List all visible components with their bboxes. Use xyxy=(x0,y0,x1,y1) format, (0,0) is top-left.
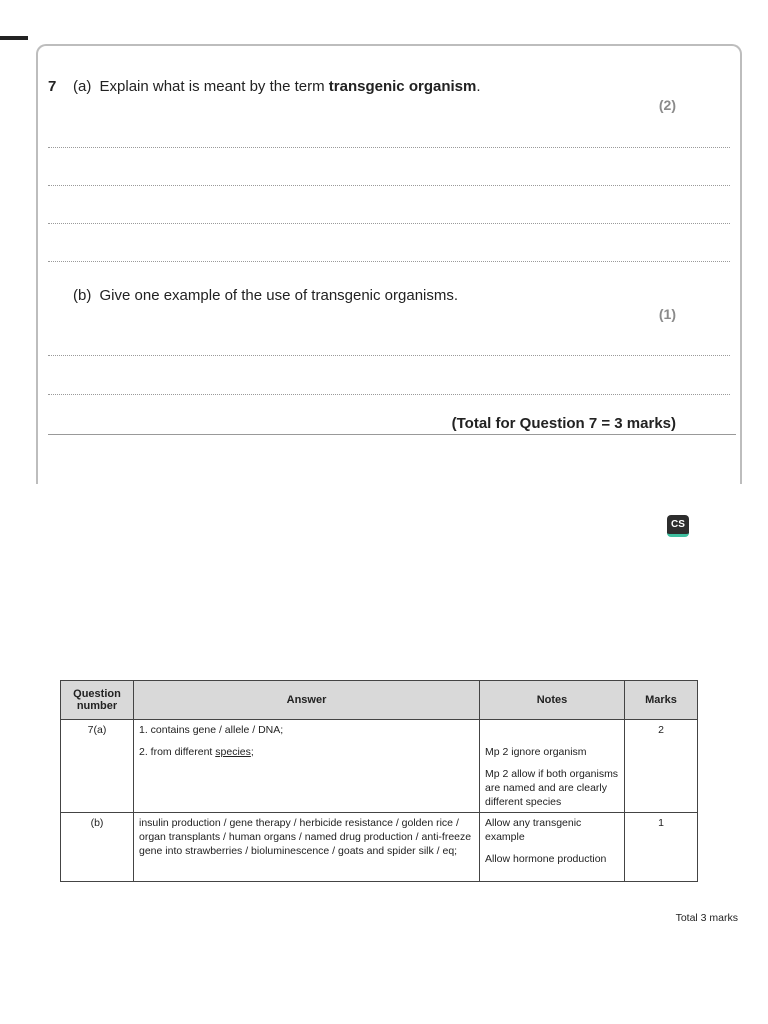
header-marks: Marks xyxy=(625,681,698,720)
question-number: 7 xyxy=(48,78,57,95)
camscanner-logo-icon: CS xyxy=(667,515,689,537)
row-b-note-2: Allow hormone production xyxy=(485,853,607,865)
row-a-question: 7(a) xyxy=(61,720,134,813)
row-a-marks: 2 xyxy=(625,720,698,813)
mark-scheme-table xyxy=(60,680,698,882)
part-b-marks: (1) xyxy=(658,306,676,322)
part-b-label: (b) xyxy=(73,287,92,304)
header-question-number: Question number xyxy=(61,681,134,720)
row-a-answer-1: 1. contains gene / allele / DNA; xyxy=(139,724,284,736)
row-b-question: (b) xyxy=(61,813,134,882)
part-b-text: Give one example of the use of transgenic organisms. xyxy=(99,287,459,304)
row-a-answer-2 xyxy=(139,745,474,759)
part-a-text: Explain what is meant by the term xyxy=(99,78,329,95)
question-b-text xyxy=(73,287,458,304)
answer-2-prefix: 2. from different xyxy=(139,746,216,758)
part-a-marks: (2) xyxy=(658,97,676,113)
mark-scheme-total: Total 3 marks xyxy=(675,912,738,924)
question-total: (Total for Question 7 = 3 marks) xyxy=(451,415,676,432)
part-a-term: transgenic organism xyxy=(328,78,477,95)
row-b-note-1: Allow any transgenic example xyxy=(485,817,582,843)
page-corner-mark xyxy=(0,36,28,40)
header-answer: Answer xyxy=(134,681,480,720)
answer-line[interactable] xyxy=(48,394,730,395)
question-a-text xyxy=(73,78,481,95)
row-b-notes xyxy=(480,813,625,882)
table-row xyxy=(61,720,698,813)
row-a-note-2: Mp 2 allow if both organisms are named and are clearly different species xyxy=(485,768,619,808)
row-a-note-1: Mp 2 ignore organism xyxy=(485,746,587,758)
answer-2-keyword: species xyxy=(215,746,251,758)
row-a-notes xyxy=(480,720,625,813)
table-header-row xyxy=(61,681,698,720)
table-row xyxy=(61,813,698,882)
header-notes: Notes xyxy=(480,681,625,720)
row-b-marks: 1 xyxy=(625,813,698,882)
answer-line[interactable] xyxy=(48,223,730,224)
answer-line[interactable] xyxy=(48,261,730,262)
row-a-answer xyxy=(134,720,480,813)
row-b-answer: insulin production / gene therapy / herbicide resistance / golden rice / organ transplants / human organs / named drug production / anti-freeze gene into strawberries / bioluminescence / goats and spider silk / eq; xyxy=(134,813,480,882)
answer-2-suffix: ; xyxy=(250,746,254,758)
answer-line[interactable] xyxy=(48,355,730,356)
part-a-period: . xyxy=(476,78,481,95)
part-a-label: (a) xyxy=(73,78,92,95)
answer-line[interactable] xyxy=(48,147,730,148)
answer-line[interactable] xyxy=(48,185,730,186)
total-divider xyxy=(48,434,736,435)
